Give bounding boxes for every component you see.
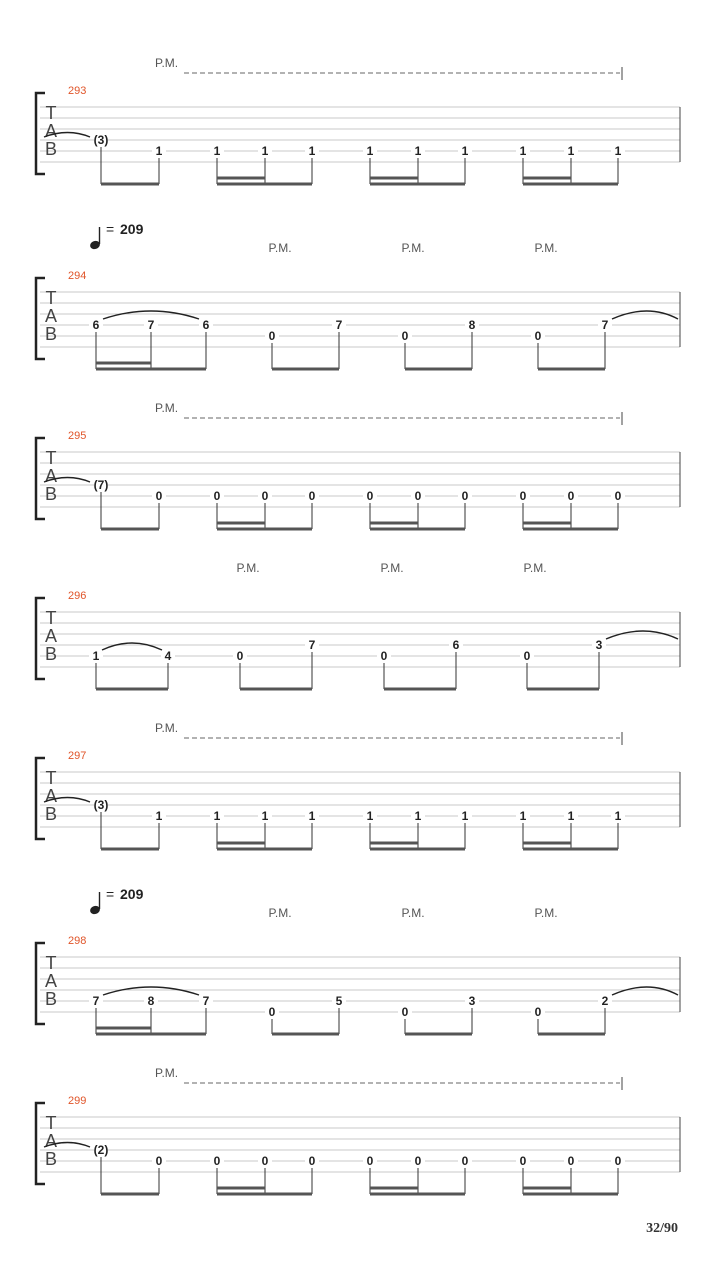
tab-clef-letter: T: [45, 768, 57, 788]
fret-number: 1: [614, 809, 622, 823]
fret-number: 3: [468, 994, 476, 1008]
palm-mute-label: P.M.: [268, 241, 292, 255]
beam-sixteenth: [217, 842, 265, 845]
fret-number: 1: [155, 144, 163, 158]
fret-number: 0: [534, 1005, 542, 1019]
tab-clef-letter: T: [45, 103, 57, 123]
tie-arc: [612, 311, 678, 319]
fret-number: 1: [519, 809, 527, 823]
tab-clef-letter: T: [45, 1113, 57, 1133]
fret-number: 1: [213, 144, 221, 158]
fret-number: 1: [261, 144, 269, 158]
beam: [217, 183, 312, 186]
fret-number: 1: [461, 144, 469, 158]
fret-number: 7: [202, 994, 210, 1008]
fret-number: 0: [261, 1154, 269, 1168]
fret-number: 0: [308, 489, 316, 503]
beam: [538, 1033, 605, 1036]
measure-number: 293: [68, 85, 87, 97]
tab-clef-letter: T: [45, 608, 57, 628]
beam: [405, 1033, 472, 1036]
beam: [217, 1193, 312, 1196]
fret-number: 1: [414, 809, 422, 823]
beam: [538, 368, 605, 371]
fret-number: (3): [93, 133, 109, 147]
beam: [370, 1193, 465, 1196]
palm-mute-label: P.M.: [155, 1066, 179, 1080]
beam: [272, 368, 339, 371]
fret-number: 1: [213, 809, 221, 823]
fret-number: 0: [268, 1005, 276, 1019]
beam-sixteenth: [523, 177, 571, 180]
fret-number: 2: [601, 994, 609, 1008]
tab-clef-letter: A: [44, 1131, 58, 1151]
beam-sixteenth: [217, 177, 265, 180]
palm-mute-label: P.M.: [155, 721, 179, 735]
beam-sixteenth: [217, 1187, 265, 1190]
fret-number: 7: [92, 994, 100, 1008]
fret-number: 4: [164, 649, 172, 663]
beam-sixteenth: [523, 1187, 571, 1190]
fret-number: 0: [380, 649, 388, 663]
palm-mute-label: P.M.: [268, 906, 292, 920]
fret-number: 7: [147, 318, 155, 332]
beam: [272, 1033, 339, 1036]
beam: [96, 368, 206, 371]
palm-mute-label: P.M.: [155, 401, 179, 415]
beam-sixteenth: [96, 1027, 151, 1030]
fret-number: 0: [401, 1005, 409, 1019]
fret-number: 0: [519, 1154, 527, 1168]
fret-number: 6: [92, 318, 100, 332]
fret-number: 0: [261, 489, 269, 503]
tab-clef-letter: T: [45, 448, 57, 468]
fret-number: 0: [414, 489, 422, 503]
fret-number: 1: [519, 144, 527, 158]
fret-number: 0: [155, 489, 163, 503]
tab-clef-letter: B: [44, 139, 58, 159]
fret-number: 0: [308, 1154, 316, 1168]
fret-number: 6: [202, 318, 210, 332]
fret-number: 1: [461, 809, 469, 823]
fret-number: 1: [567, 809, 575, 823]
beam-sixteenth: [370, 842, 418, 845]
fret-number: 6: [452, 638, 460, 652]
fret-number: (7): [93, 478, 109, 492]
tab-clef-letter: A: [44, 626, 58, 646]
fret-number: 7: [308, 638, 316, 652]
tempo-value: 209: [120, 886, 144, 902]
fret-number: 0: [236, 649, 244, 663]
measure-number: 297: [68, 750, 87, 762]
fret-number: 0: [614, 1154, 622, 1168]
tab-clef-letter: B: [44, 484, 58, 504]
fret-number: 1: [567, 144, 575, 158]
fret-number: 5: [335, 994, 343, 1008]
fret-number: 1: [614, 144, 622, 158]
fret-number: 0: [213, 489, 221, 503]
beam: [96, 688, 168, 691]
fret-number: 1: [92, 649, 100, 663]
fret-number: 0: [567, 489, 575, 503]
fret-number: 1: [366, 809, 374, 823]
measure-number: 298: [68, 935, 87, 947]
beam: [523, 1193, 618, 1196]
beam: [96, 1033, 206, 1036]
tab-clef-letter: A: [44, 466, 58, 486]
tie-arc: [606, 631, 678, 639]
fret-number: 0: [461, 1154, 469, 1168]
fret-number: 0: [213, 1154, 221, 1168]
beam-sixteenth: [96, 362, 151, 365]
beam: [370, 848, 465, 851]
measure-number: 294: [68, 270, 87, 282]
beam: [101, 528, 159, 531]
fret-number: 1: [308, 809, 316, 823]
beam-sixteenth: [523, 842, 571, 845]
measure-number: 299: [68, 1095, 87, 1107]
beam: [370, 528, 465, 531]
tie-arc: [102, 643, 162, 650]
tempo-equals: =: [106, 221, 115, 237]
tab-clef-letter: B: [44, 1149, 58, 1169]
fret-number: 0: [414, 1154, 422, 1168]
beam-sixteenth: [370, 177, 418, 180]
beam: [523, 183, 618, 186]
fret-number: 0: [534, 329, 542, 343]
beam-sixteenth: [217, 522, 265, 525]
beam-sixteenth: [370, 1187, 418, 1190]
beam: [523, 848, 618, 851]
tab-clef-letter: A: [44, 121, 58, 141]
fret-number: 0: [614, 489, 622, 503]
fret-number: 7: [335, 318, 343, 332]
palm-mute-label: P.M.: [236, 561, 260, 575]
palm-mute-label: P.M.: [534, 241, 558, 255]
beam: [101, 183, 159, 186]
fret-number: 0: [366, 1154, 374, 1168]
tie-arc: [612, 987, 678, 995]
beam: [405, 368, 472, 371]
palm-mute-label: P.M.: [401, 241, 425, 255]
fret-number: 0: [567, 1154, 575, 1168]
fret-number: 0: [401, 329, 409, 343]
palm-mute-label: P.M.: [401, 906, 425, 920]
beam: [527, 688, 599, 691]
fret-number: 3: [595, 638, 603, 652]
beam: [101, 1193, 159, 1196]
beam: [523, 528, 618, 531]
measure-number: 296: [68, 590, 87, 602]
fret-number: 0: [268, 329, 276, 343]
fret-number: (2): [93, 1143, 109, 1157]
fret-number: 0: [519, 489, 527, 503]
fret-number: 8: [147, 994, 155, 1008]
palm-mute-label: P.M.: [523, 561, 547, 575]
beam: [240, 688, 312, 691]
fret-number: 0: [366, 489, 374, 503]
fret-number: 0: [461, 489, 469, 503]
tab-clef-letter: B: [44, 804, 58, 824]
fret-number: 7: [601, 318, 609, 332]
palm-mute-label: P.M.: [534, 906, 558, 920]
palm-mute-label: P.M.: [380, 561, 404, 575]
beam-sixteenth: [523, 522, 571, 525]
tab-clef-letter: T: [45, 288, 57, 308]
fret-number: 1: [414, 144, 422, 158]
tab-clef-letter: A: [44, 971, 58, 991]
tab-clef-letter: A: [44, 306, 58, 326]
beam: [384, 688, 456, 691]
fret-number: 1: [261, 809, 269, 823]
fret-number: (3): [93, 798, 109, 812]
beam-sixteenth: [370, 522, 418, 525]
fret-number: 1: [155, 809, 163, 823]
tempo-value: 209: [120, 221, 144, 237]
fret-number: 0: [523, 649, 531, 663]
tab-clef-letter: A: [44, 786, 58, 806]
measure-number: 295: [68, 430, 87, 442]
fret-number: 0: [155, 1154, 163, 1168]
fret-number: 8: [468, 318, 476, 332]
beam: [217, 848, 312, 851]
tempo-equals: =: [106, 886, 115, 902]
fret-number: 1: [308, 144, 316, 158]
palm-mute-label: P.M.: [155, 56, 179, 70]
page-number: 32/90: [646, 1221, 678, 1236]
tab-clef-letter: B: [44, 324, 58, 344]
tab-clef-letter: B: [44, 989, 58, 1009]
beam: [101, 848, 159, 851]
fret-number: 1: [366, 144, 374, 158]
tab-clef-letter: T: [45, 953, 57, 973]
beam: [217, 528, 312, 531]
tab-clef-letter: B: [44, 644, 58, 664]
beam: [370, 183, 465, 186]
